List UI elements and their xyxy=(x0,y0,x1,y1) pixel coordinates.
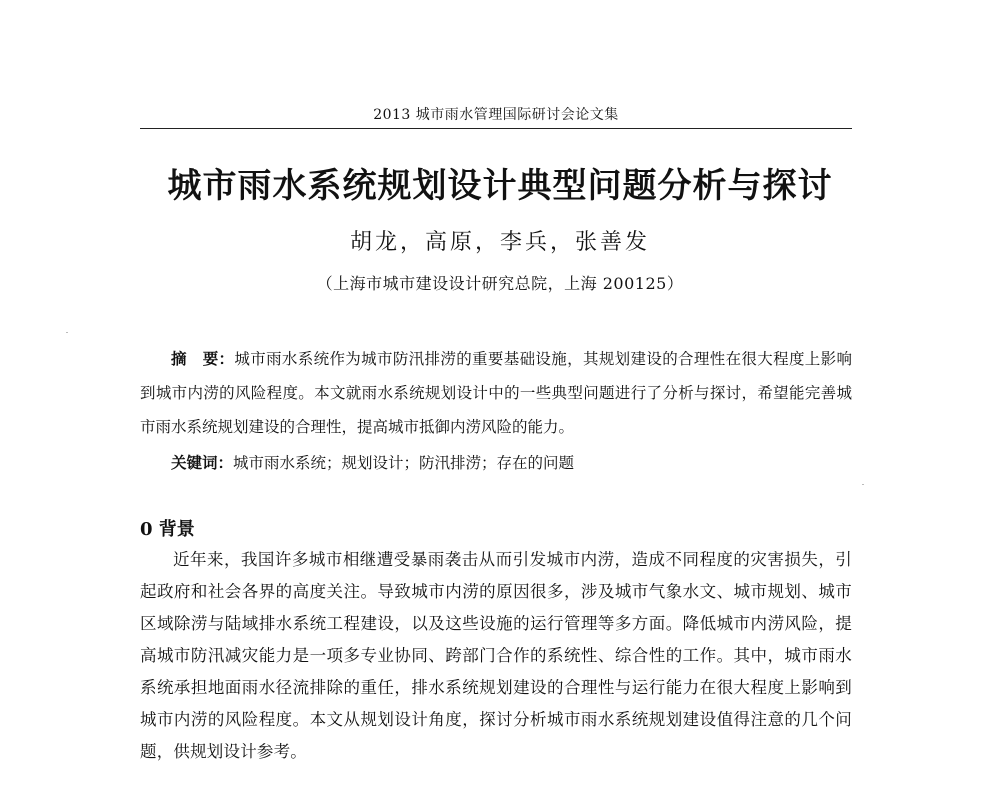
keywords-label: 关键词： xyxy=(171,454,234,472)
running-header: 2013 城市雨水管理国际研讨会论文集 xyxy=(373,107,619,123)
abstract-paragraph xyxy=(140,342,852,444)
abstract-label: 摘 要： xyxy=(171,350,235,368)
affiliation: （上海市城市建设设计研究总院，上海 200125） xyxy=(316,274,684,293)
scan-speck xyxy=(862,484,864,485)
abstract xyxy=(140,342,852,444)
scan-speck xyxy=(66,332,68,333)
paper-title: 城市雨水系统规划设计典型问题分析与探讨 xyxy=(167,166,833,206)
body-text xyxy=(140,544,852,768)
abstract-text: 城市雨水系统作为城市防汛排涝的重要基础设施，其规划建设的合理性在很大程度上影响到城市内涝的风险程度。本文就雨水系统规划设计中的一些典型问题进行了分析与探讨，希望能完善城市雨水系统规划建设的合理性，提高城市抵御内涝风险的能力。 xyxy=(140,350,852,436)
keywords-text: 城市雨水系统；规划设计；防汛排涝；存在的问题 xyxy=(233,454,575,472)
section-heading: 0 背景 xyxy=(140,519,195,540)
body-paragraph: 近年来，我国许多城市相继遭受暴雨袭击从而引发城市内涝，造成不同程度的灾害损失，引起政府和社会各界的高度关注。导致城市内涝的原因很多，涉及城市气象水文、城市规划、城市区域除涝与陆域排水系统工程建设，以及这些设施的运行管理等多方面。降低城市内涝风险，提高城市防汛减灾能力是一项多专业协同、跨部门合作的系统性、综合性的工作。其中，城市雨水系统承担地面雨水径流排除的重任，排水系统规划建设的合理性与运行能力在很大程度上影响到城市内涝的风险程度。本文从规划设计角度，探讨分析城市雨水系统规划建设值得注意的几个问题，供规划设计参考。 xyxy=(140,550,852,761)
author-list: 胡龙，高原，李兵，张善发 xyxy=(349,230,650,255)
header-rule xyxy=(140,128,852,129)
keywords xyxy=(140,447,852,479)
